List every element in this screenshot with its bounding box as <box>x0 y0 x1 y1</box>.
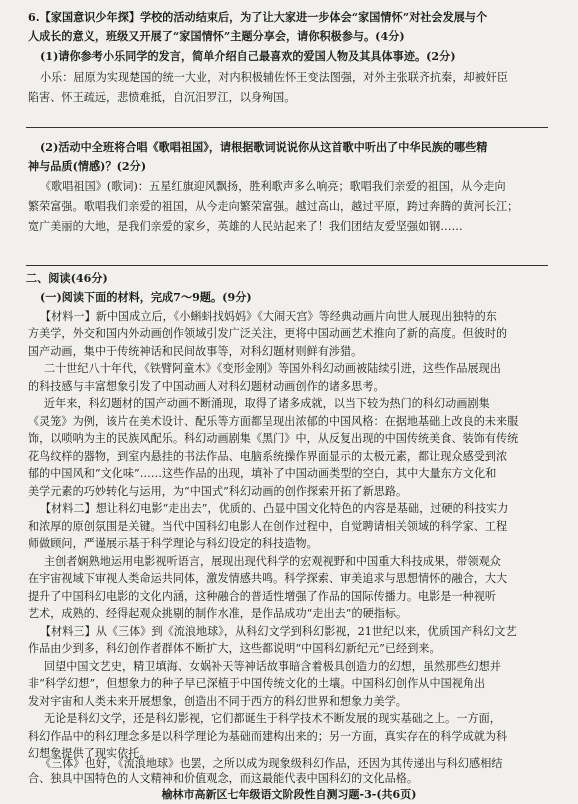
material-line: 饰，以唢呐为主的民族风配乐。科幻动画剧集《黑门》中，从反复出现的中国传统美食、装饰有传统 <box>28 432 519 445</box>
page-footer: 榆林市高新区七年级语文阶段性自测习题-3-(共6页) <box>161 788 417 801</box>
material-line: 在宇宙视域下审视人类命运共同体，激发情感共鸣。科学探索、审美追求与思想情怀的融合，大大 <box>28 572 508 585</box>
material-line: 【材料二】想让科幻电影“走出去”，优质的、凸显中国文化特色的内容是基础，过硬的科技实力 <box>40 502 509 515</box>
q6-lyric-line1: 《歌唱祖国》(歌词)：五星红旗迎风飘扬，胜利歌声多么响亮；歌唱我们亲爱的祖国，从今走向 <box>40 180 506 193</box>
q6-prompt-line1: 6.【家国意识少年探】学校的活动结束后，为了让大家进一步体会“家国情怀”对社会发展与个 <box>28 11 488 24</box>
q6-lyric-line3: 宽广美丽的大地，是我们亲爱的家乡，英雄的人民站起来了！我们团结友爱坚强如钢…… <box>28 220 463 233</box>
material-line: 二十世纪八十年代，《铁臂阿童木》《变形金刚》等国外科幻动画被陆续引进，这些作品展现出 <box>44 362 501 375</box>
material-line: 发对宇宙和人类未来开展想象，创造出不同于西方的科幻世界和想象力美学。 <box>28 695 407 708</box>
material-line: 非“科学幻想”，但想象力的种子早已深植于中国传统文化的土壤。中国科幻创作从中国视角出 <box>28 677 486 690</box>
material-line: 郁的中国风和“文化味”……这些作品的出现，填补了中国动画类型的空白，其中大量东方文化和 <box>28 467 497 480</box>
q6-sub1-prompt: (1)请你参考小乐同学的发言，简单介绍自己最喜欢的爱国人物及其具体事迹。(2分) <box>40 50 456 63</box>
material-line: 《灵笼》为例，该片在美术设计、配乐等方面都呈现出浓郁的中国风格：在据地基础上改良的未来服 <box>28 415 519 428</box>
material-line: 【材料一】新中国成立后，《小蝌蚪找妈妈》《大闹天宫》等经典动画片向世人展现出独特的东 <box>40 310 497 323</box>
material-line: 方美学，外交和国内外动画创作领域引发广泛关注，更将中国动画艺术推向了新的高度。但彼时的 <box>28 327 508 340</box>
answer-line <box>26 127 548 128</box>
material-line: 幻想象提供了现实依托。 <box>28 747 151 760</box>
q6-example-line2: 陷害、怀王疏远，悲愤难抵，自沉汨罗江，以身殉国。 <box>28 91 296 104</box>
q6-example-line1: 小乐：屈原为实现楚国的统一大业，对内积极辅佐怀王变法图强，对外主张联齐抗秦，却被奸臣 <box>40 71 509 84</box>
material-line: 提升了中国科幻电影的文化内涵，这种融合的普适性增强了作品的国际传播力。电影是一种视听 <box>28 590 497 603</box>
section-subheading: (一)阅读下面的材料，完成7～9题。(9分) <box>40 291 252 304</box>
material-line: 作品由少到多，科幻创作者群体不断扩大，这些都说明“中国科幻新纪元”已经到来。 <box>28 642 441 655</box>
material-line: 近年来，科幻题材的国产动画不断涌现，取得了诸多成就，以当下较为热门的科幻动画剧集 <box>44 397 490 410</box>
material-line: 艺术，成熟的、经得起观众挑剔的制作水准，是作品成功“走出去”的硬指标。 <box>28 607 408 620</box>
material-line: 美学元素的巧妙转化与运用，为“中国式”科幻动画的创作探索开拓了新思路。 <box>28 485 408 498</box>
material-line: 《三体》也好，《流浪地球》也罢，之所以成为现象级科幻作品，还因为其传递出与科幻感相结 <box>40 757 503 770</box>
material-line: 无论是科幻文学，还是科幻影视，它们都诞生于科学技术不断发展的现实基础之上。一方面， <box>44 712 501 725</box>
material-line: 主创者娴熟地运用电影视听语言，展现出现代科学的宏观视野和中国重大科技成果，带领观众 <box>44 555 501 568</box>
q6-sub2-prompt-line2: 神与品质(情感)？(2分) <box>28 160 147 173</box>
material-line: 和浓厚的原创氛围是关键。当代中国科幻电影人在创作过程中，自觉聘请相关领域的科学家、工程 <box>28 520 508 533</box>
q6-prompt-line2: 人成长的意义，班级又开展了“家国情怀”主题分享会，请你积极参与。(4分) <box>28 30 405 43</box>
material-line: 合、独具中国特色的人文精神和价值观念，而这最能代表中国科幻的文化品格。 <box>28 772 419 785</box>
material-line: 师做顾问，严谨展示基于科学理论与科幻设定的科技造物。 <box>28 537 318 550</box>
q6-sub2-prompt-line1: (2)活动中全班将合唱《歌唱祖国》，请根据歌词说说你从这首歌中听出了中华民族的哪些精 <box>40 141 488 154</box>
material-line: 科幻作品中的科幻理念多是以科学理论为基础而建构出来的；另一方面，真实存在的科学成就为科 <box>28 730 508 743</box>
material-line: 的科技感与丰富想象引发了中国动画人对科幻题材动画创作的诸多思考。 <box>28 380 385 393</box>
material-line: 花鸟纹样的器物，到室内悬挂的书法作品、电脑系统操作界面显示的太极元素，都让现众感受到浓 <box>28 450 508 463</box>
section-heading: 二、阅读(46分) <box>26 272 108 285</box>
material-line: 回望中国文艺史，精卫填海、女娲补天等神话故事暗含着极具创造力的幻想，虽然那些幻想并 <box>44 660 501 673</box>
material-line: 国产动画，集中于传统神话和民间故事等，对科幻题材则鲜有涉猎。 <box>28 345 363 358</box>
q6-lyric-line2: 繁荣富强。歌唱我们亲爱的祖国，从今走向繁荣富强。越过高山，越过平原，跨过奔腾的黄河长江； <box>28 200 519 213</box>
answer-line <box>26 265 548 266</box>
material-line: 【材料三】从《三体》到《流浪地球》，从科幻文学到科幻影视，21世纪以来，优质国产科幻文艺 <box>40 625 517 638</box>
